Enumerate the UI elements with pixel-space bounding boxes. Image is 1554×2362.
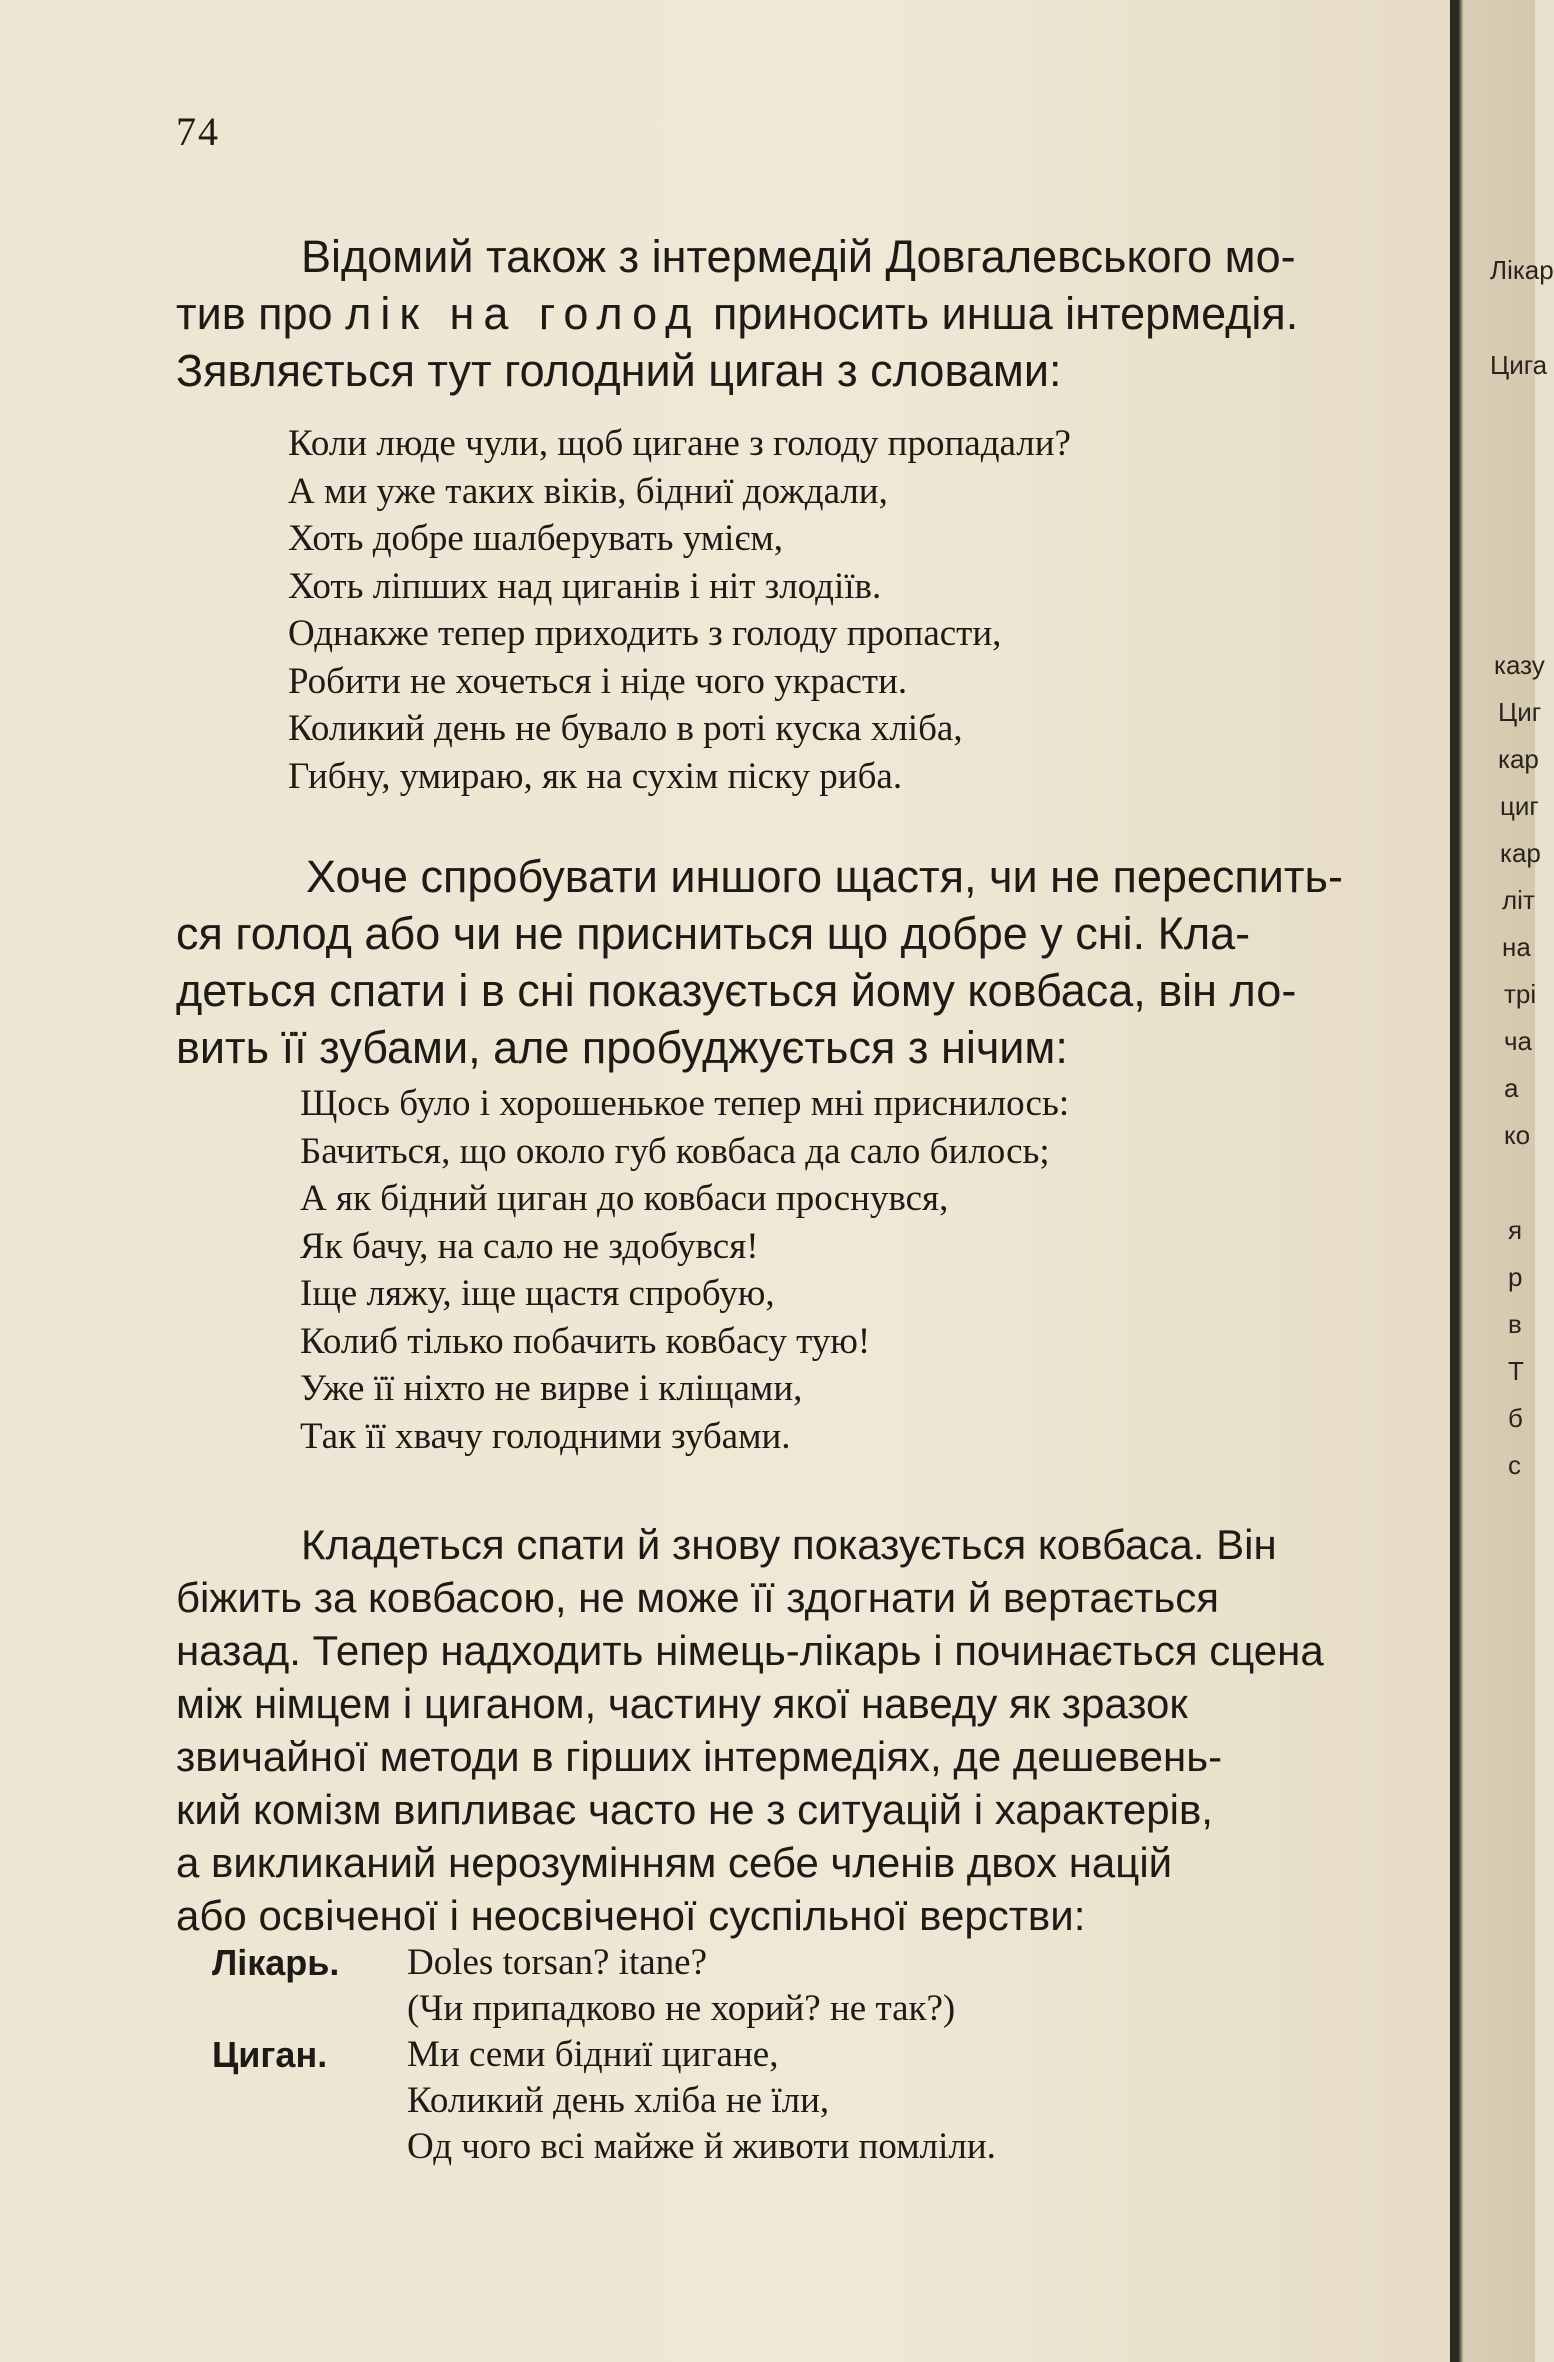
spaced-phrase: лік на голод (345, 288, 701, 339)
dialogue-turn (212, 2032, 996, 2170)
paragraph-1 (176, 228, 1446, 399)
adjacent-fragment: с (1508, 1450, 1521, 1480)
adjacent-fragment: літ (1502, 885, 1535, 915)
adjacent-page-edge (1450, 0, 1554, 2362)
adjacent-fragment: кар (1500, 838, 1541, 868)
text-line: біжить за ковбасою, не може її здогнати й вертається (176, 1574, 1219, 1621)
verse-line: Робити не хочеться і ніде чого украсти. (288, 660, 908, 702)
speaker-label: Лікарь. (212, 1942, 340, 1983)
adjacent-fragment: б (1508, 1403, 1523, 1433)
adjacent-fragment: Лікар (1490, 255, 1554, 285)
text-line: ся голод або чи не присниться що добре у сні. Кла- (176, 908, 1251, 959)
adjacent-fragment: циг (1500, 791, 1539, 821)
text-line: Відомий також з інтермедій Довгалевського мо- (301, 231, 1296, 282)
text-line: кий комізм випливає часто не з ситуацій і характерів, (176, 1786, 1213, 1833)
adjacent-fragment: Циг (1498, 697, 1542, 727)
paragraph-2 (176, 848, 1446, 1076)
adjacent-fragment: Т (1508, 1356, 1524, 1386)
text-line: а викликаний нерозумінням себе членів двох націй (176, 1839, 1173, 1886)
speech (407, 1940, 955, 2032)
adjacent-fragment: в (1508, 1309, 1522, 1339)
text-line: вить її зубами, але пробуджується з нічим: (176, 1022, 1068, 1073)
verse-line: Хоть ліпших над циганів і ніт злодіїв. (288, 565, 882, 607)
text-line: деться спати і в сні показується йому ковбаса, він ло- (176, 965, 1297, 1016)
verse-line: Як бачу, на сало не здобувся! (300, 1225, 759, 1267)
speaker-label: Циган. (212, 2034, 328, 2075)
dialogue-block (212, 1940, 996, 2170)
adjacent-fragment: трі (1504, 979, 1537, 1009)
verse-line: Колиб тілько побачить ковбасу тую! (300, 1320, 871, 1362)
paragraph-3 (176, 1518, 1436, 1942)
adjacent-fragment: Цига (1490, 350, 1548, 380)
speech-line: (Чи припадково не хорий? не так?) (407, 1988, 956, 2029)
speech-line: Ми семи бідниї цигане, (407, 2034, 779, 2075)
speech-line: Коликий день хліба не їли, (407, 2080, 830, 2121)
verse-line: А ми уже таких віків, бідниї дождали, (288, 470, 888, 512)
verse-line: Бачиться, що около губ ковбаса да сало билось; (300, 1130, 1050, 1172)
speech-line: Doles torsan? itane? (407, 1942, 707, 1983)
adjacent-fragment: на (1502, 932, 1531, 962)
adjacent-fragment: ча (1504, 1026, 1533, 1056)
text-line: Зявляється тут голодний циган з словами: (176, 345, 1062, 396)
adjacent-fragment: кар (1498, 744, 1539, 774)
adjacent-fragment: р (1508, 1262, 1523, 1292)
text-line: між німцем і циганом, частину якої наведу як зразок (176, 1680, 1188, 1727)
speech (407, 2032, 996, 2170)
verse-line: Коликий день не бувало в роті куска хліба, (288, 708, 963, 749)
dialogue-turn (212, 1940, 996, 2032)
verse-line: Щось було і хорошенькое тепер мні приснилось: (300, 1083, 1070, 1124)
verse-line: Коли люде чули, щоб цигане з голоду пропадали? (288, 423, 1071, 464)
text-line: тив про лік на голод приносить инша інтермедія. (176, 288, 1299, 339)
page-number: 74 (176, 109, 220, 154)
adjacent-fragment: я (1508, 1215, 1523, 1245)
adjacent-fragment: а (1504, 1073, 1519, 1103)
verse-line: Іще ляжу, іще щастя спробую, (300, 1273, 775, 1314)
verse-block-2 (300, 1080, 1069, 1460)
text-line: або освіченої і неосвіченої суспільної верстви: (176, 1892, 1086, 1939)
verse-line: Гибну, умираю, як на сухім піску риба. (288, 755, 903, 797)
verse-line: А як бідний циган до ковбаси проснувся, (300, 1178, 949, 1219)
text-line: Кладеться спати й знову показується ковбаса. Він (301, 1521, 1277, 1568)
verse-line: Однакже тепер приходить з голоду пропасти, (288, 613, 1002, 654)
adjacent-fragment: казу (1494, 650, 1545, 680)
verse-line: Уже її ніхто не вирве і кліщами, (300, 1368, 803, 1409)
text-line: Хоче спробувати иншого щастя, чи не переспить- (306, 851, 1343, 902)
verse-line: Так її хвачу голодними зубами. (300, 1415, 791, 1457)
verse-line: Хоть добре шалберувать умієм, (288, 518, 783, 559)
text-line: звичайної методи в гірших інтермедіях, де дешевень- (176, 1733, 1223, 1780)
speech-line: Од чого всі майже й животи помліли. (407, 2126, 996, 2167)
verse-block-1 (288, 420, 1071, 800)
adjacent-fragment: ко (1504, 1120, 1531, 1150)
text-line: назад. Тепер надходить німець-лікарь і починається сцена (176, 1627, 1324, 1674)
